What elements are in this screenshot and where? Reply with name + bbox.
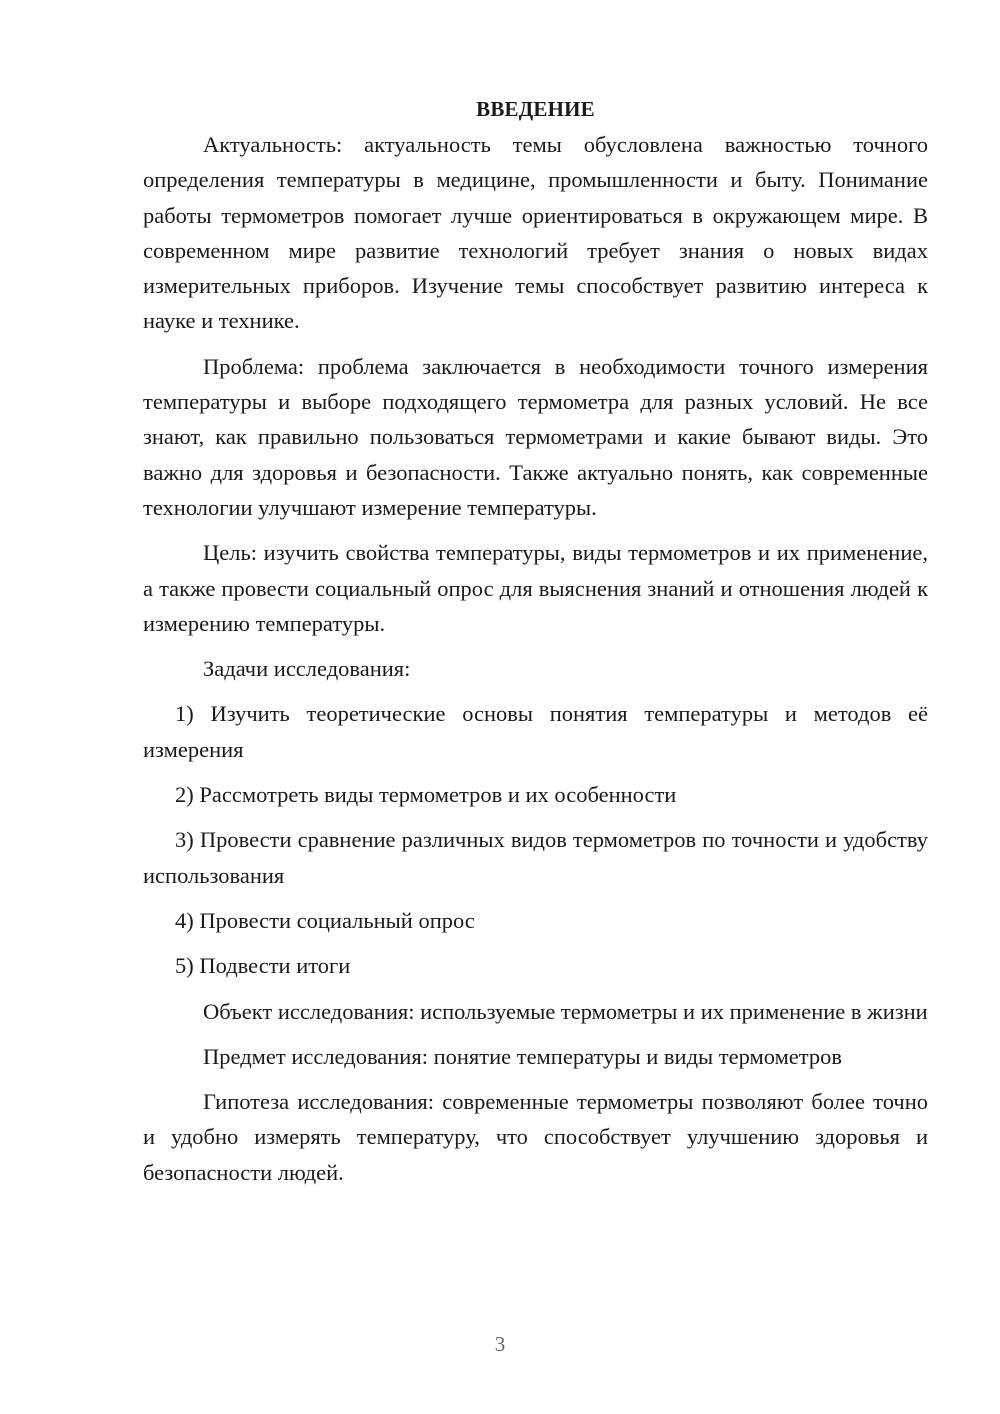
paragraph-subject: Предмет исследования: понятие температуры и виды термометров [203,1043,843,1069]
paragraph-relevance: Актуальность: актуальность темы обусловлена важностью точного определения температуры в медицине, промышленности и быту. Понимание работы термометров помогает лучше ориентироваться в окружающем мире. В современном мире развитие технологий требует знания о новых видах измерительных приборов. Изучение темы способствует развитию интереса к науке и технике. [143,132,928,334]
paragraph-object: Объект исследования: используемые термометры и их применение в жизни [203,998,928,1024]
paragraph-problem: Проблема: проблема заключается в необходимости точного измерения температуры и выборе подходящего термометра для разных условий. Не все знают, как правильно пользоваться термометрами и какие бывают виды. Это важно для здоровья и безопасности. Также актуально понять, как современные технологии улучшают измерение температуры. [143,353,928,520]
section-title: ВВЕДЕНИЕ [476,97,595,121]
document-page [143,92,928,1190]
page-number: 3 [494,1332,506,1356]
task-item-3: 3) Провести сравнение различных видов термометров по точности и удобству использования [143,827,928,888]
paragraph-goal: Цель: изучить свойства температуры, виды термометров и их применение, а также провести социальный опрос для выяснения знаний и отношения людей к измерению температуры. [143,540,928,636]
task-item-5: 5) Подвести итоги [175,953,351,979]
task-item-4: 4) Провести социальный опрос [175,907,475,933]
task-item-2: 2) Рассмотреть виды термометров и их особенности [175,782,677,808]
task-item-1: 1) Изучить теоретические основы понятия температуры и методов её измерения [143,701,928,762]
paragraph-hypothesis: Гипотеза исследования: современные термометры позволяют более точно и удобно измерять температуру, что способствует улучшению здоровья и безопасности людей. [143,1089,928,1185]
paragraph-tasks-heading: Задачи исследования: [203,656,411,682]
